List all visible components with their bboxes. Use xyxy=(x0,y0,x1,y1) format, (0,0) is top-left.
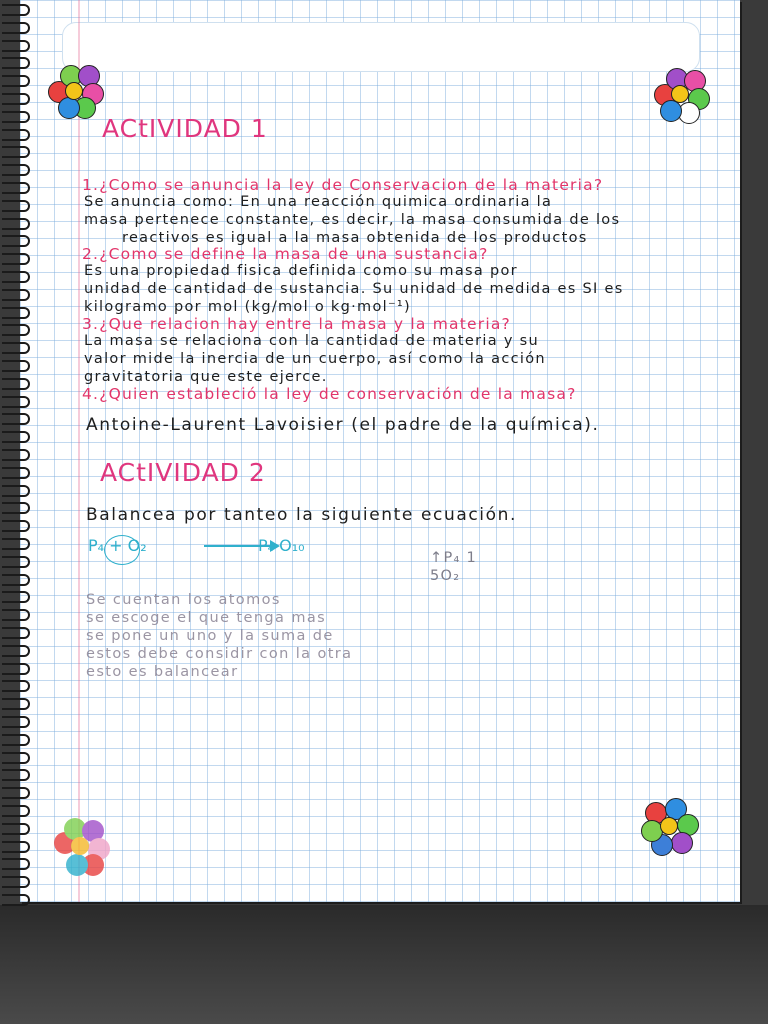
answer-2-line-2: unidad de cantidad de sustancia. Su unidad de medida es SI es xyxy=(84,281,624,297)
spiral-ring-icon xyxy=(2,235,30,247)
spiral-ring-icon xyxy=(2,324,30,336)
spiral-ring-icon xyxy=(2,75,30,87)
equation-left: P₄ + O₂ xyxy=(88,536,147,555)
note-line-4: estos debe considir con la otra xyxy=(86,646,353,662)
spiral-ring-icon xyxy=(2,93,30,105)
spiral-ring-icon xyxy=(2,378,30,390)
spiral-ring-icon xyxy=(2,663,30,675)
spiral-ring-icon xyxy=(2,645,30,657)
spiral-ring-icon xyxy=(2,520,30,532)
spiral-ring-icon xyxy=(2,752,30,764)
note-line-1: Se cuentan los atomos xyxy=(86,592,281,608)
spiral-ring-icon xyxy=(2,805,30,817)
spiral-ring-icon xyxy=(2,627,30,639)
header-band xyxy=(62,22,700,72)
flower-icon xyxy=(641,798,697,854)
spiral-ring-icon xyxy=(2,449,30,461)
equation-right: P₄ O₁₀ xyxy=(258,536,305,555)
instruction: Balancea por tanteo la siguiente ecuación. xyxy=(86,505,518,525)
spiral-ring-icon xyxy=(2,413,30,425)
spiral-ring-icon xyxy=(2,129,30,141)
spiral-ring-icon xyxy=(2,200,30,212)
spiral-ring-icon xyxy=(2,858,30,870)
spiral-ring-icon xyxy=(2,485,30,497)
answer-3-line-2: valor mide la inercia de un cuerpo, así como la acción xyxy=(84,351,546,367)
spiral-ring-icon xyxy=(2,698,30,710)
flower-icon xyxy=(46,63,102,119)
spiral-ring-icon xyxy=(2,841,30,853)
answer-4: Antoine-Laurent Lavoisier (el padre de la química). xyxy=(86,415,600,435)
spiral-ring-icon xyxy=(2,342,30,354)
answer-1-line-1: Se anuncia como: En una reacción quimica ordinaria la xyxy=(84,194,553,210)
spiral-ring-icon xyxy=(2,182,30,194)
spiral-ring-icon xyxy=(2,4,30,16)
spiral-ring-icon xyxy=(2,502,30,514)
answer-2-line-3: kilogramo por mol (kg/mol o kg·mol⁻¹) xyxy=(84,299,411,315)
spiral-ring-icon xyxy=(2,271,30,283)
spiral-ring-icon xyxy=(2,734,30,746)
spiral-ring-icon xyxy=(2,769,30,781)
answer-1-line-3: reactivos es igual a la masa obtenida de los productos xyxy=(122,230,588,246)
spiral-ring-icon xyxy=(2,360,30,372)
note-line-2: se escoge el que tenga mas xyxy=(86,610,327,626)
question-1: 1.¿Como se anuncia la ley de Conservacion de la materia? xyxy=(82,176,604,194)
spiral-ring-icon xyxy=(2,22,30,34)
spiral-ring-icon xyxy=(2,609,30,621)
question-2: 2.¿Como se define la masa de una sustancia? xyxy=(82,245,489,263)
spiral-ring-icon xyxy=(2,538,30,550)
spiral-ring-icon xyxy=(2,164,30,176)
flower-icon xyxy=(52,818,108,874)
desk-shadow xyxy=(0,905,768,1024)
spiral-ring-icon xyxy=(2,111,30,123)
spiral-ring-icon xyxy=(2,894,30,906)
side-note-1: ↑P₄ 1 xyxy=(430,550,478,566)
notebook-page xyxy=(20,0,740,902)
spiral-ring-icon xyxy=(2,57,30,69)
spiral-ring-icon xyxy=(2,146,30,158)
note-line-3: se pone un uno y la suma de xyxy=(86,628,334,644)
spiral-ring-icon xyxy=(2,218,30,230)
answer-2-line-1: Es una propiedad fisica definida como su masa por xyxy=(84,263,518,279)
question-4: 4.¿Quien estableció la ley de conservación de la masa? xyxy=(82,385,577,403)
spiral-ring-icon xyxy=(2,680,30,692)
spiral-ring-icon xyxy=(2,40,30,52)
note-line-5: esto es balancear xyxy=(86,664,239,680)
answer-1-line-2: masa pertenece constante, es decir, la masa consumida de los xyxy=(84,212,621,228)
spiral-ring-icon xyxy=(2,556,30,568)
spiral-ring-icon xyxy=(2,823,30,835)
spiral-ring-icon xyxy=(2,253,30,265)
spiral-ring-icon xyxy=(2,787,30,799)
spiral-ring-icon xyxy=(2,716,30,728)
answer-3-line-3: gravitatoria que este ejerce. xyxy=(84,369,328,385)
spiral-ring-icon xyxy=(2,289,30,301)
spiral-binding-icon xyxy=(0,0,34,900)
spiral-ring-icon xyxy=(2,591,30,603)
side-note-2: 5O₂ xyxy=(430,568,461,584)
question-3: 3.¿Que relacion hay entre la masa y la materia? xyxy=(82,315,511,333)
spiral-ring-icon xyxy=(2,307,30,319)
activity-1-title: ACtIVIDAD 1 xyxy=(102,114,268,143)
answer-3-line-1: La masa se relaciona con la cantidad de materia y su xyxy=(84,333,539,349)
spiral-ring-icon xyxy=(2,431,30,443)
spiral-ring-icon xyxy=(2,467,30,479)
activity-2-title: ACtIVIDAD 2 xyxy=(100,458,266,487)
spiral-ring-icon xyxy=(2,876,30,888)
flower-icon xyxy=(652,66,708,122)
spiral-ring-icon xyxy=(2,396,30,408)
spiral-ring-icon xyxy=(2,574,30,586)
